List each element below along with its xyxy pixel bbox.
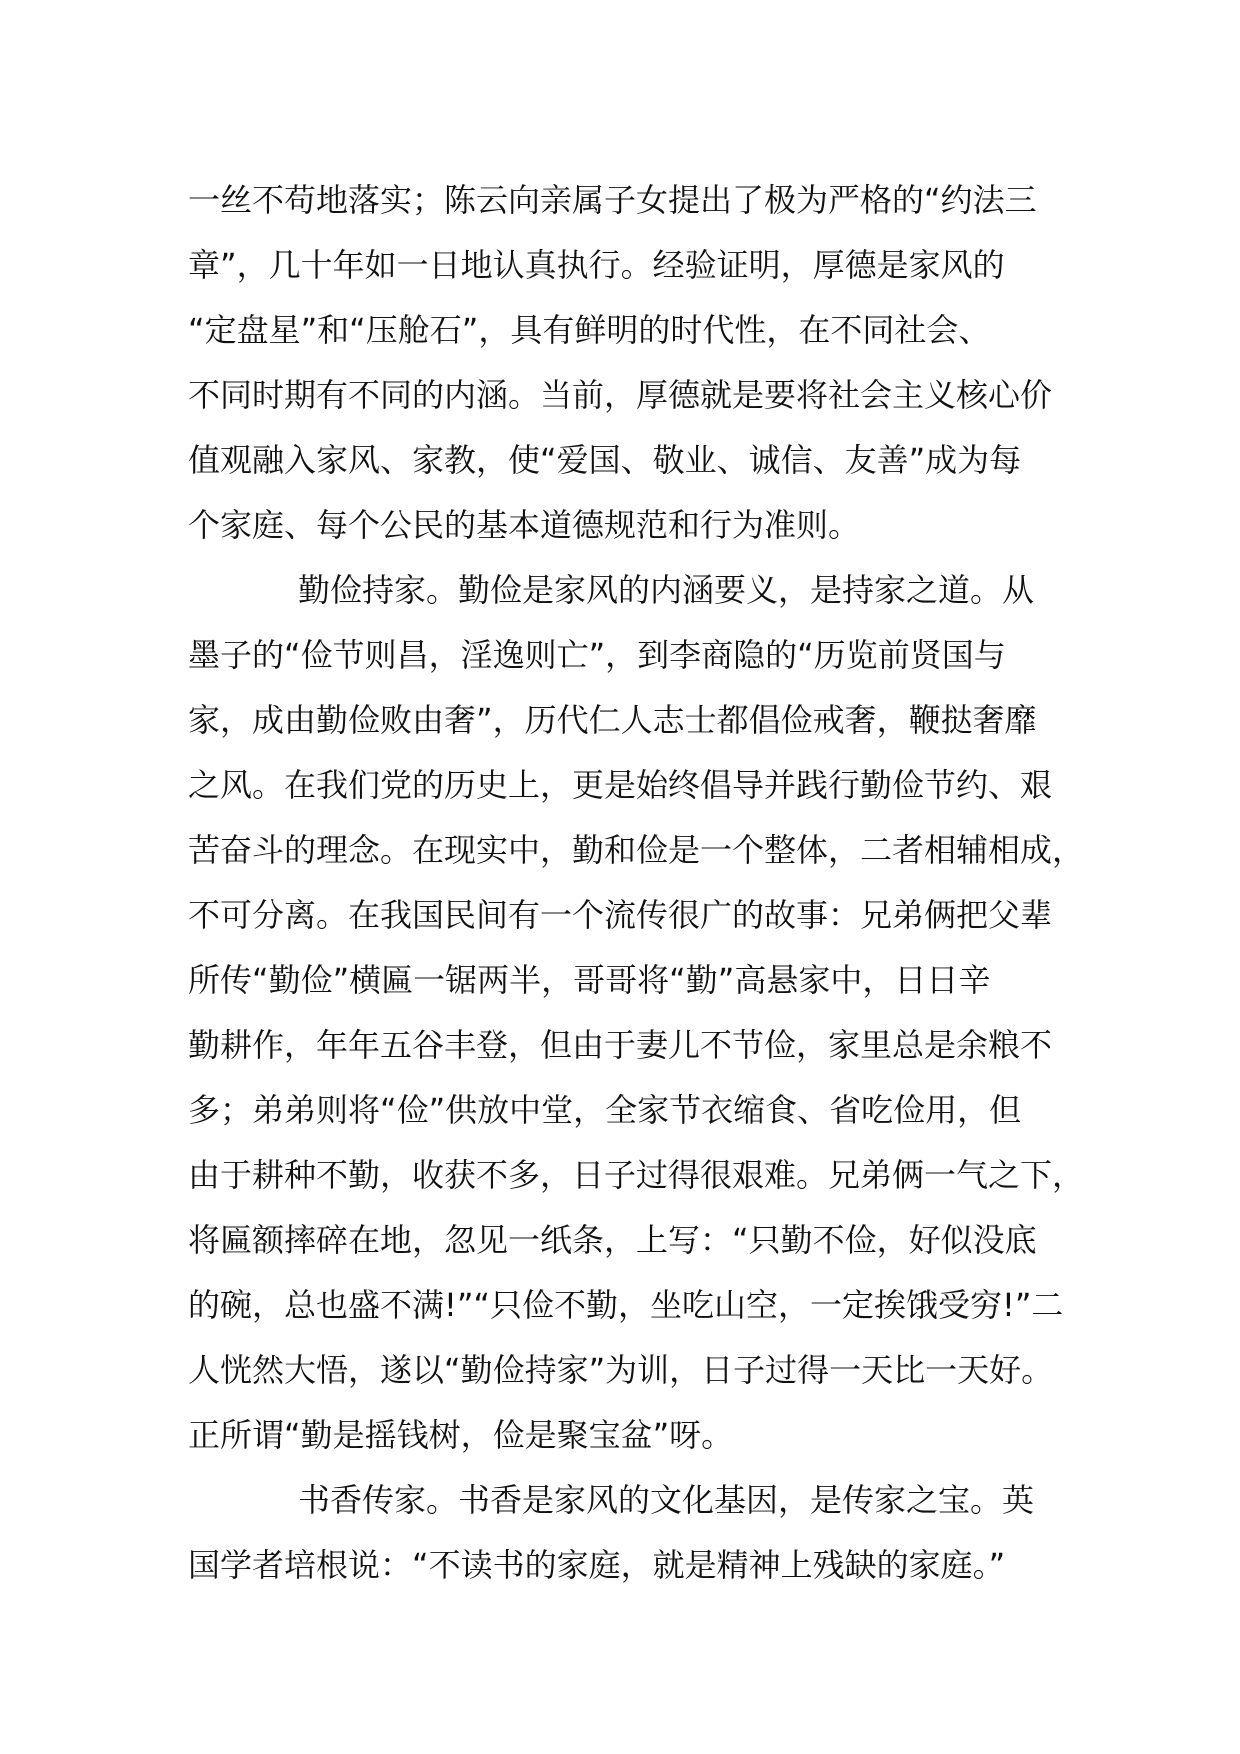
text-line: 家，成由勤俭败由奢”，历代仁人志士都倡俭戒奢，鞭挞奢靡 xyxy=(188,701,1037,739)
text-line: 不同时期有不同的内涵。当前，厚德就是要将社会主义核心价 xyxy=(188,376,1053,414)
text-line: 多；弟弟则将“俭”供放中堂，全家节衣缩食、省吃俭用，但 xyxy=(188,1091,1022,1129)
text-line: 章”，几十年如一日地认真执行。经验证明，厚德是家风的 xyxy=(188,246,1005,284)
text-line: 正所谓“勤是摇钱树，俭是聚宝盆”呀。 xyxy=(188,1416,734,1454)
text-line: 的碗，总也盛不满!”“只俭不勤，坐吃山空，一定挨饿受穷!”二 xyxy=(188,1286,1064,1324)
text-line: 国学者培根说：“不读书的家庭，就是精神上残缺的家庭。” xyxy=(188,1546,1006,1584)
text-line: 一丝不苟地落实；陈云向亲属子女提出了极为严格的“约法三 xyxy=(188,181,1037,219)
paragraph-start-line: 书香传家。书香是家风的文化基因，是传家之宝。英 xyxy=(298,1481,1035,1519)
text-line: 由于耕种不勤，收获不多，日子过得很艰难。兄弟俩一气之下， xyxy=(188,1156,1085,1194)
text-line: 不可分离。在我国民间有一个流传很广的故事：兄弟俩把父辈 xyxy=(188,896,1053,934)
body-text xyxy=(188,168,1088,1598)
text-line: 所传“勤俭”横匾一锯两半，哥哥将“勤”高悬家中，日日辛 xyxy=(188,961,991,999)
text-line: 个家庭、每个公民的基本道德规范和行为准则。 xyxy=(188,506,861,544)
text-line: 苦奋斗的理念。在现实中，勤和俭是一个整体，二者相辅相成， xyxy=(188,831,1085,869)
text-line: 将匾额摔碎在地，忽见一纸条，上写：“只勤不俭，好似没底 xyxy=(188,1221,1037,1259)
text-line: 人恍然大悟，遂以“勤俭持家”为训，日子过得一天比一天好。 xyxy=(188,1351,1054,1389)
text-line: “定盘星”和“压舱石”，具有鲜明的时代性，在不同社会、 xyxy=(188,311,991,349)
text-line: 之风。在我们党的历史上，更是始终倡导并践行勤俭节约、艰 xyxy=(188,766,1053,804)
paragraph-start-line: 勤俭持家。勤俭是家风的内涵要义，是持家之道。从 xyxy=(298,571,1035,609)
text-line: 值观融入家风、家教，使“爱国、敬业、诚信、友善”成为每 xyxy=(188,441,1022,479)
text-line: 墨子的“俭节则昌，淫逸则亡”，到李商隐的“历览前贤国与 xyxy=(188,636,1006,674)
text-line: 勤耕作，年年五谷丰登，但由于妻儿不节俭，家里总是余粮不 xyxy=(188,1026,1053,1064)
